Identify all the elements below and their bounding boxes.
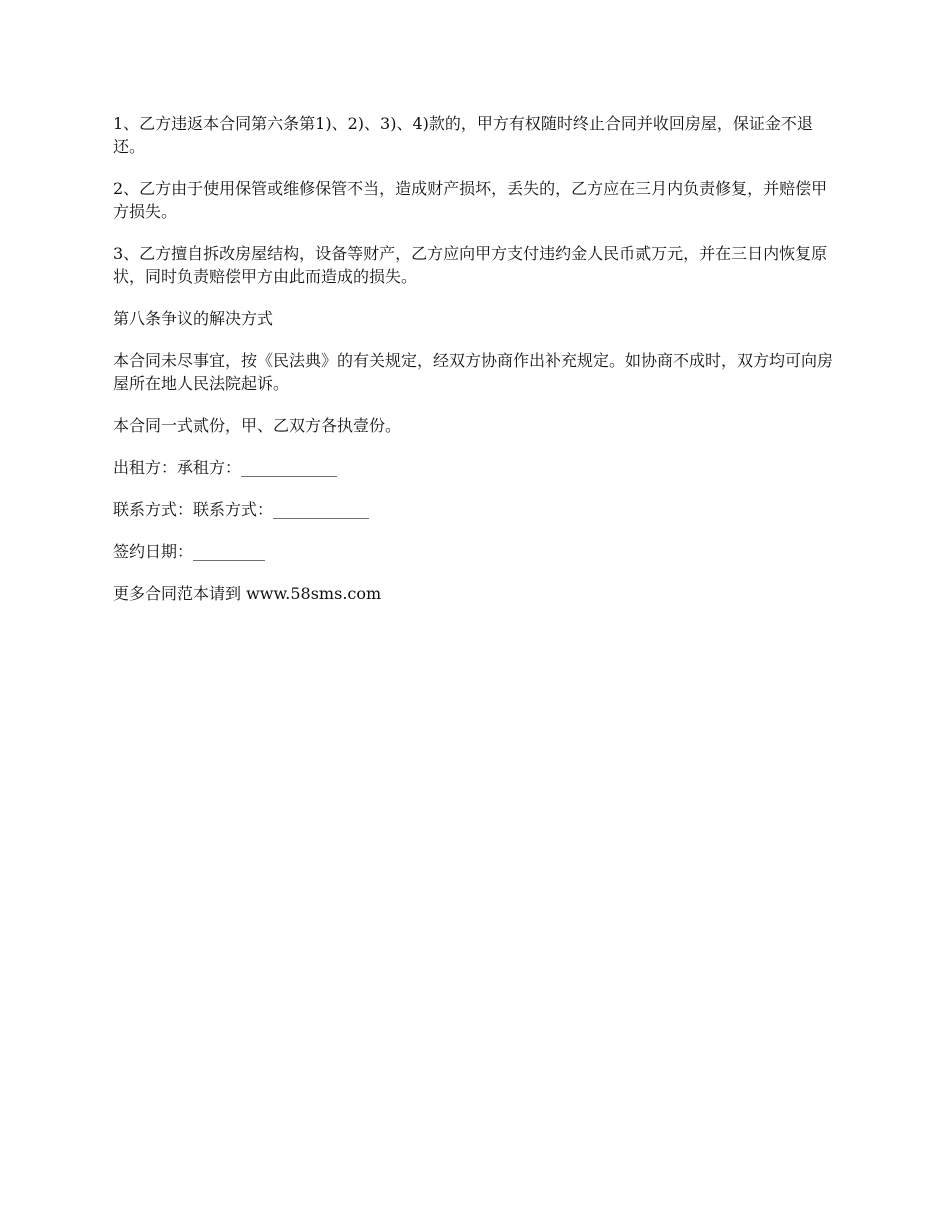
clause-7-item-3: 3、乙方擅自拆改房屋结构，设备等财产，乙方应向甲方支付违约金人民币贰万元，并在三日内恢复原状，同时负责赔偿甲方由此而造成的损失。: [113, 244, 828, 286]
signing-date-line: 签约日期：_________: [113, 542, 266, 561]
signature-parties-line: 出租方：承租方：____________: [113, 458, 338, 477]
clause-7-item-2: 2、乙方由于使用保管或维修保管不当，造成财产损坏，丢失的，乙方应在三月内负责修复，并赔偿甲方损失。: [113, 179, 828, 221]
clause-7-item-1: 1、乙方违返本合同第六条第1)、2)、3)、4)款的，甲方有权随时终止合同并收回房屋，保证金不退还。: [113, 114, 813, 156]
document-page: [113, 112, 833, 624]
copies-statement: 本合同一式贰份，甲、乙双方各执壹份。: [113, 416, 402, 435]
footer-note: 更多合同范本请到 www.58sms.com: [113, 584, 382, 603]
clause-8-body: 本合同未尽事宜，按《民法典》的有关规定，经双方协商作出补充规定。如协商不成时，双方均可向房屋所在地人民法院起诉。: [113, 351, 834, 393]
clause-8-heading: 第八条争议的解决方式: [113, 309, 274, 328]
contact-line: 联系方式：联系方式：____________: [113, 500, 370, 519]
